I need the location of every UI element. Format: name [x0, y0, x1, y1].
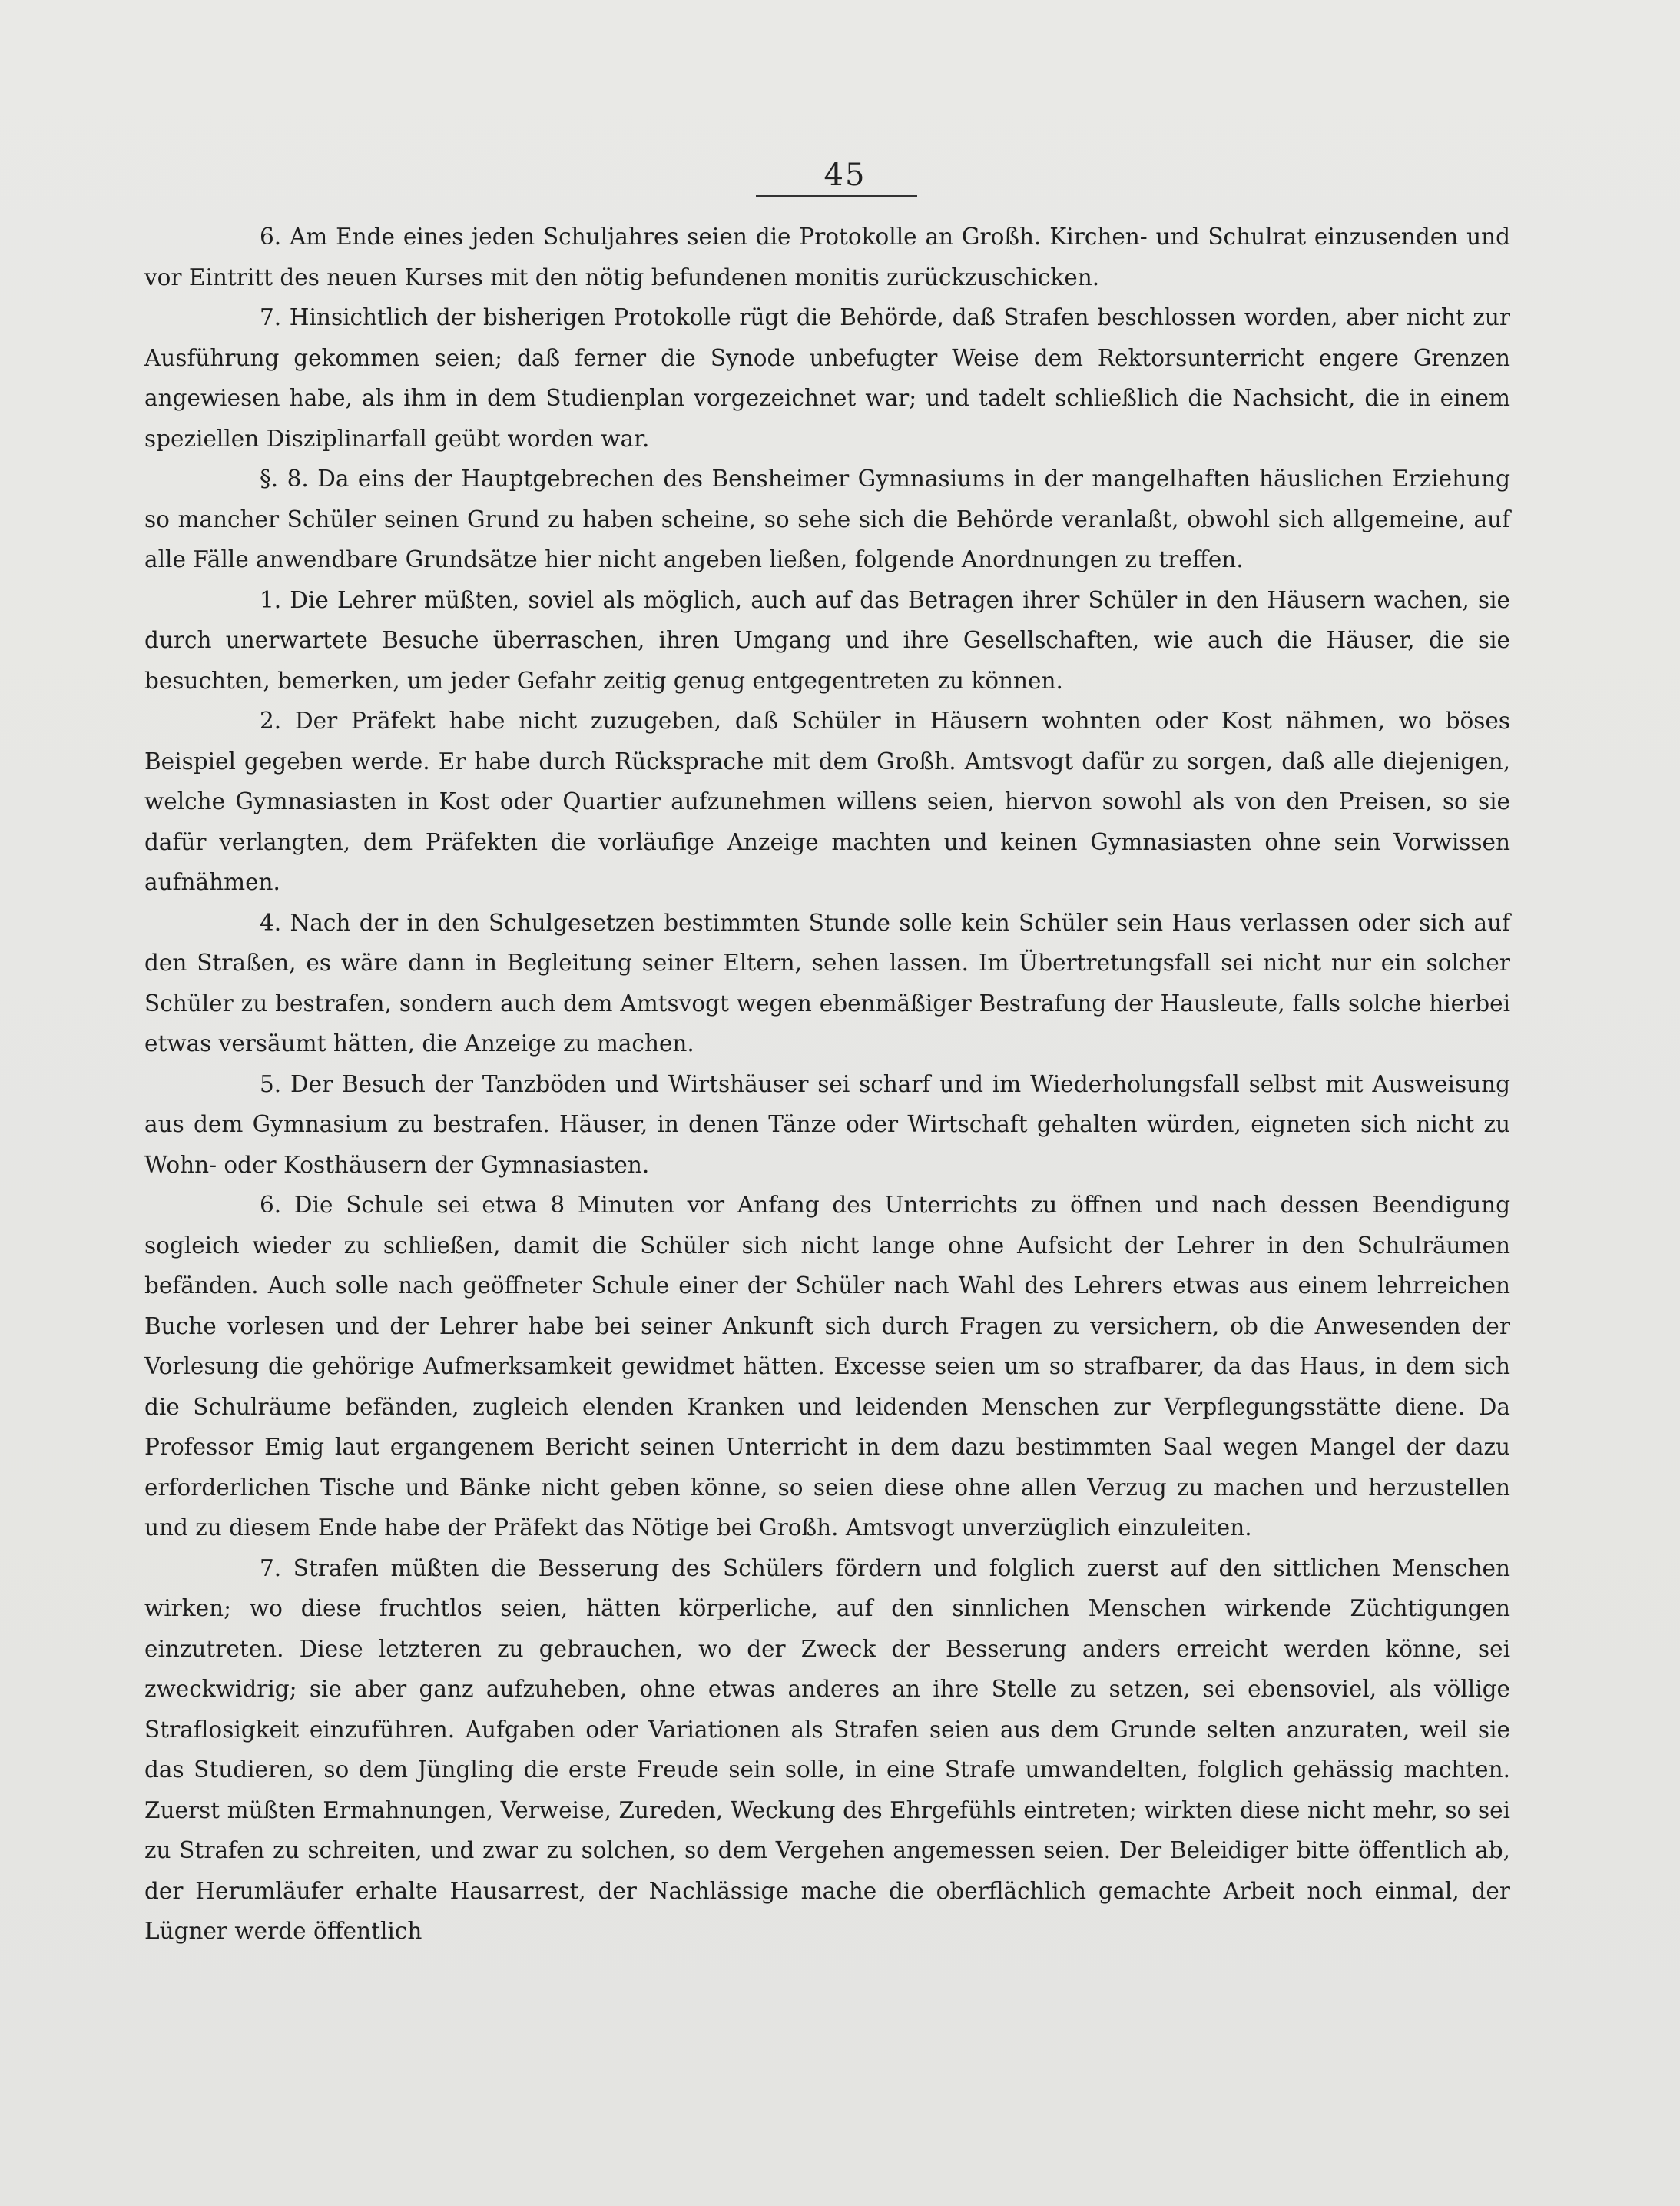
page-number: 45	[823, 158, 867, 193]
paragraph: 7. Hinsichtlich der bisherigen Protokolle rügt die Behörde, daß Strafen beschlossen worden, aber nicht zur Ausführung gekommen seien; daß ferner die Synode unbefugter Weise dem Rektorsunterricht engere Grenzen angewiesen habe, als ihm in dem Studienplan vorgezeichnet war; und tadelt schließlich die Nachsicht, die in einem speziellen Disziplinarfall geübt worden war.	[144, 304, 1510, 452]
body-text	[144, 217, 1510, 1952]
paragraph: 4. Nach der in den Schulgesetzen bestimmten Stunde solle kein Schüler sein Haus verlassen oder sich auf den Straßen, es wäre dann in Begleitung seiner Eltern, sehen lassen. Im Übertretungsfall sei nicht nur ein solcher Schüler zu bestrafen, sondern auch dem Amtsvogt wegen ebenmäßiger Bestrafung der Hausleute, falls solche hierbei etwas versäumt hätten, die Anzeige zu machen.	[144, 909, 1510, 1057]
paragraph: 6. Am Ende eines jeden Schuljahres seien die Protokolle an Großh. Kirchen- und Schulrat einzusenden und vor Eintritt des neuen Kurses mit den nötig befundenen monitis zurückzuschicken.	[144, 224, 1510, 290]
paragraph: §. 8. Da eins der Hauptgebrechen des Bensheimer Gymnasiums in der mangelhaften häuslichen Erziehung so mancher Schüler seinen Grund zu haben scheine, so sehe sich die Behörde veranlaßt, obwohl sich allgemeine, auf alle Fälle anwendbare Grundsätze hier nicht angeben ließen, folgende Anordnungen zu treffen.	[144, 466, 1510, 572]
paragraph: 6. Die Schule sei etwa 8 Minuten vor Anfang des Unterrichts zu öffnen und nach dessen Beendigung sogleich wieder zu schließen, damit die Schüler sich nicht lange ohne Aufsicht der Lehrer in den Schulräumen befänden. Auch solle nach geöffneter Schule einer der Schüler nach Wahl des Lehrers etwas aus einem lehrreichen Buche vorlesen und der Lehrer habe bei seiner Ankunft sich durch Fragen zu versichern, ob die Anwesenden der Vorlesung die gehörige Aufmerksamkeit gewidmet hätten. Excesse seien um so strafbarer, da das Haus, in dem sich die Schulräume befänden, zugleich elenden Kranken und leidenden Menschen zur Verpflegungsstätte diene. Da Professor Emig laut ergangenem Bericht seinen Unterricht in dem dazu bestimmten Saal wegen Mangel der dazu erforderlichen Tische und Bänke nicht geben könne, so seien diese ohne allen Verzug zu machen und herzustellen und zu diesem Ende habe der Präfekt das Nötige bei Großh. Amtsvogt unverzüglich einzuleiten.	[144, 1192, 1510, 1541]
header-rule	[756, 195, 917, 197]
paragraph: 7. Strafen müßten die Besserung des Schülers fördern und folglich zuerst auf den sittlichen Menschen wirken; wo diese fruchtlos seien, hätten körperliche, auf den sinnlichen Menschen wirkende Züchtigungen einzutreten. Diese letzteren zu gebrauchen, wo der Zweck der Besserung anders erreicht werden könne, sei zweckwidrig; sie aber ganz aufzuheben, ohne etwas anderes an ihre Stelle zu setzen, sei ebensoviel, als völlige Straflosigkeit einzuführen. Aufgaben oder Variationen als Strafen seien aus dem Grunde selten anzuraten, weil sie das Studieren, so dem Jüngling die erste Freude sein solle, in eine Strafe umwandelten, folglich gehässig machten. Zuerst müßten Ermahnungen, Verweise, Zureden, Weckung des Ehrgefühls eintreten; wirkten diese nicht mehr, so sei zu Strafen zu schreiten, und zwar zu solchen, so dem Vergehen angemessen seien. Der Beleidiger bitte öffentlich ab, der Herumläufer erhalte Hausarrest, der Nachlässige mache die oberflächlich gemachte Arbeit noch einmal, der Lügner werde öffentlich	[144, 1554, 1510, 1944]
paragraph: 5. Der Besuch der Tanzböden und Wirtshäuser sei scharf und im Wiederholungsfall selbst mit Ausweisung aus dem Gymnasium zu bestrafen. Häuser, in denen Tänze oder Wirtschaft gehalten würden, eigneten sich nicht zu Wohn- oder Kosthäusern der Gymnasiasten.	[144, 1070, 1510, 1178]
paragraph: 1. Die Lehrer müßten, soviel als möglich, auch auf das Betragen ihrer Schüler in den Häusern wachen, sie durch unerwartete Besuche überraschen, ihren Umgang und ihre Gesellschaften, wie auch die Häuser, die sie besuchten, bemerken, um jeder Gefahr zeitig genug entgegentreten zu können.	[144, 586, 1510, 694]
paragraph: 2. Der Präfekt habe nicht zuzugeben, daß Schüler in Häusern wohnten oder Kost nähmen, wo böses Beispiel gegeben werde. Er habe durch Rücksprache mit dem Großh. Amtsvogt dafür zu sorgen, daß alle diejenigen, welche Gymnasiasten in Kost oder Quartier aufzunehmen willens seien, hiervon sowohl als von den Preisen, so sie dafür verlangten, dem Präfekten die vorläufige Anzeige machten und keinen Gymnasiasten ohne sein Vorwissen aufnähmen.	[144, 708, 1510, 895]
